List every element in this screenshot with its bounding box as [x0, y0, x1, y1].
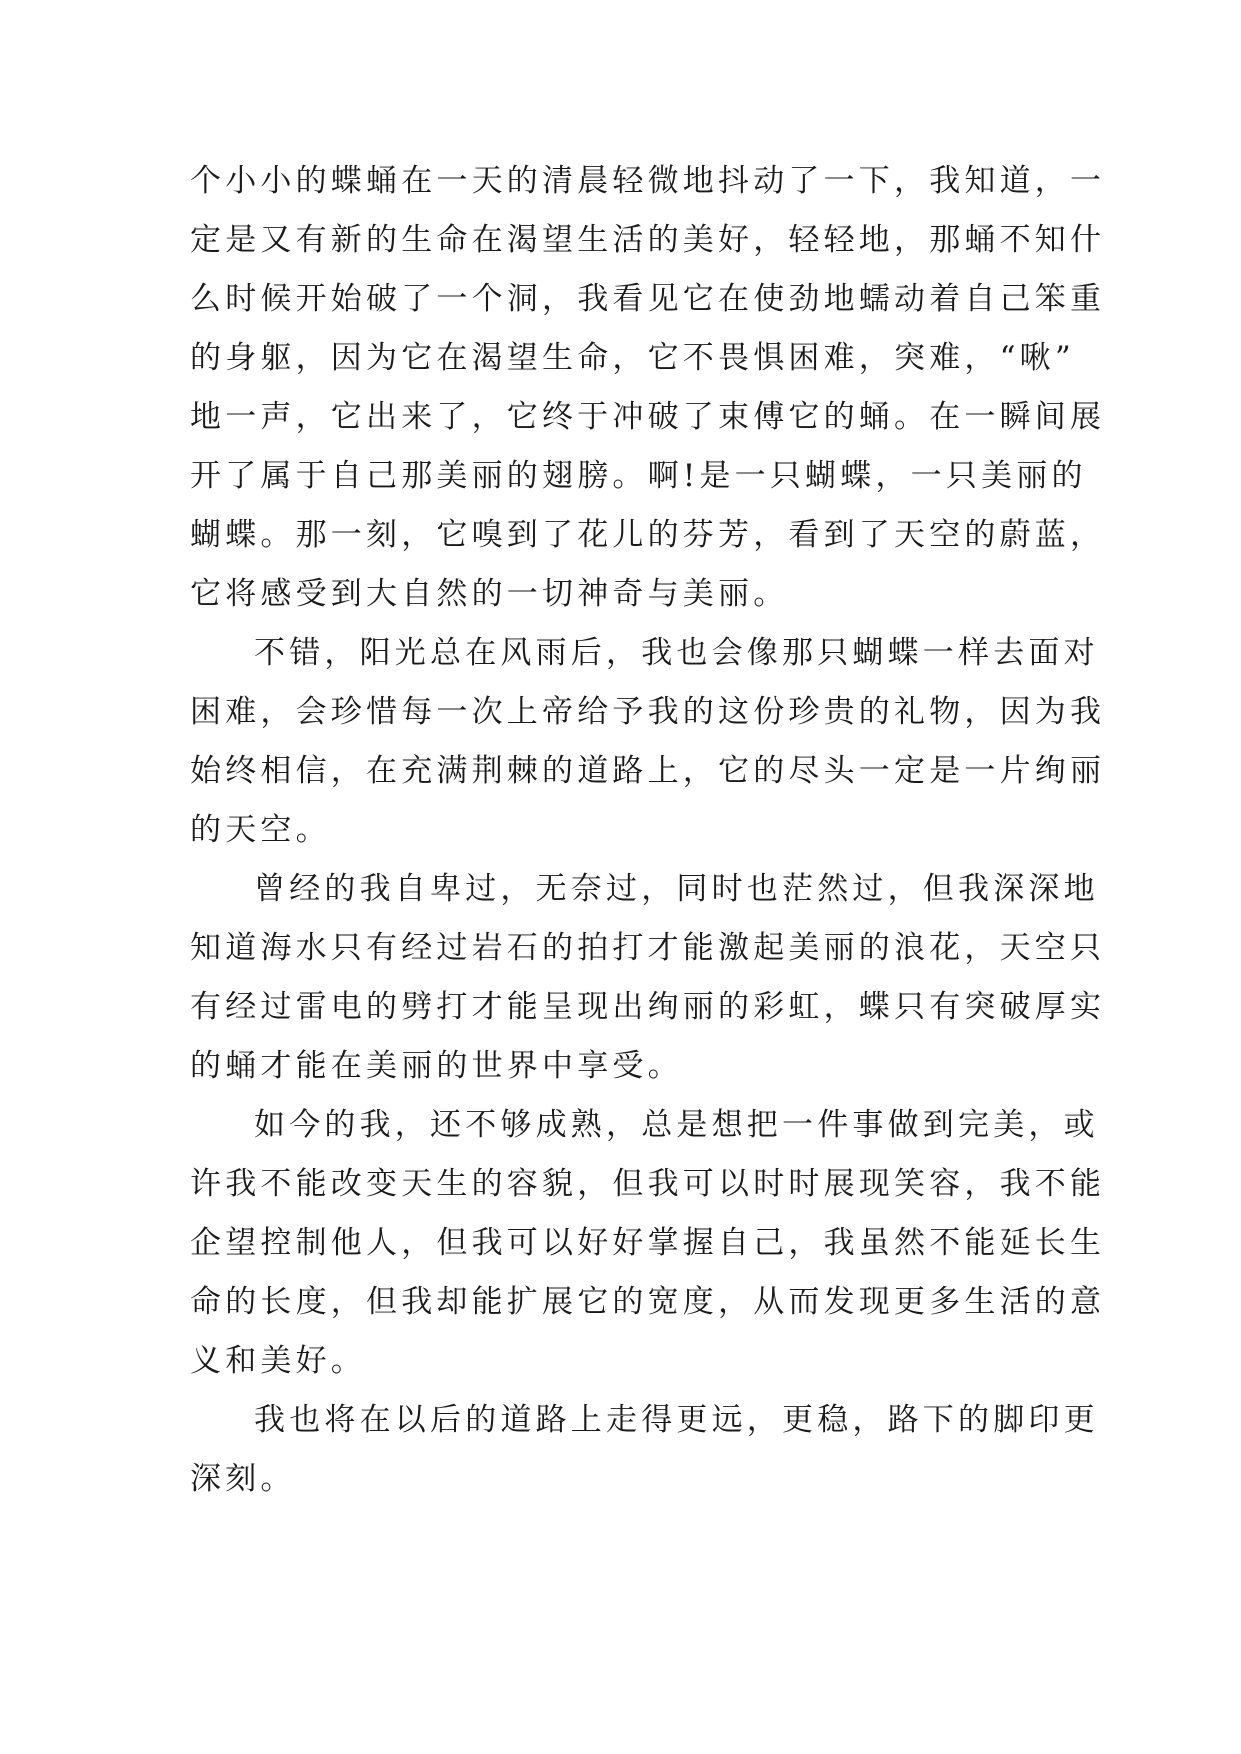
text-line: 企望控制他人，但我可以好好掌握自己，我虽然不能延长生 [190, 1225, 1106, 1261]
text-line: 曾经的我自卑过，无奈过，同时也茫然过，但我深深地 [254, 871, 1099, 907]
text-line: 知道海水只有经过岩石的拍打才能激起美丽的浪花，天空只 [190, 930, 1106, 966]
text-line: 么时候开始破了一个洞，我看见它在使劲地蠕动着自己笨重 [190, 281, 1106, 317]
paragraph-3 [190, 860, 1106, 1096]
text-line: 不错，阳光总在风雨后，我也会像那只蝴蝶一样去面对 [254, 635, 1099, 671]
text-line: 的天空。 [190, 812, 331, 848]
text-line: 深刻。 [190, 1461, 296, 1497]
document-body [190, 152, 1106, 1509]
text-line: 如今的我，还不够成熟，总是想把一件事做到完美，或 [254, 1107, 1099, 1143]
text-line: 义和美好。 [190, 1343, 366, 1379]
text-line: 它将感受到大自然的一切神奇与美丽。 [190, 576, 789, 612]
text-line: 的身躯，因为它在渴望生命，它不畏惧困难，突难，“啾” [190, 340, 1075, 376]
text-line: 始终相信，在充满荆棘的道路上，它的尽头一定是一片绚丽 [190, 753, 1106, 789]
paragraph-1 [190, 152, 1106, 624]
text-line: 困难，会珍惜每一次上帝给予我的这份珍贵的礼物，因为我 [190, 694, 1106, 730]
paragraph-5 [190, 1391, 1099, 1509]
text-line: 地一声，它出来了，它终于冲破了束傅它的蛹。在一瞬间展 [190, 399, 1106, 435]
paragraph-4 [190, 1096, 1106, 1391]
text-line: 定是又有新的生命在渴望生活的美好，轻轻地，那蛹不知什 [190, 222, 1106, 258]
text-line: 蝴蝶。那一刻，它嗅到了花儿的芬芳，看到了天空的蔚蓝， [190, 517, 1106, 553]
text-line: 命的长度，但我却能扩展它的宽度，从而发现更多生活的意 [190, 1284, 1106, 1320]
text-line: 的蛹才能在美丽的世界中享受。 [190, 1048, 683, 1084]
text-line: 开了属于自己那美丽的翅膀。啊!是一只蝴蝶，一只美丽的 [190, 458, 1087, 494]
text-line: 我也将在以后的道路上走得更远，更稳，路下的脚印更 [254, 1402, 1099, 1438]
text-line: 有经过雷电的劈打才能呈现出绚丽的彩虹，蝶只有突破厚实 [190, 989, 1106, 1025]
paragraph-2 [190, 624, 1106, 860]
text-line: 许我不能改变天生的容貌，但我可以时时展现笑容，我不能 [190, 1166, 1106, 1202]
text-line: 个小小的蝶蛹在一天的清晨轻微地抖动了一下，我知道，一 [190, 163, 1106, 199]
